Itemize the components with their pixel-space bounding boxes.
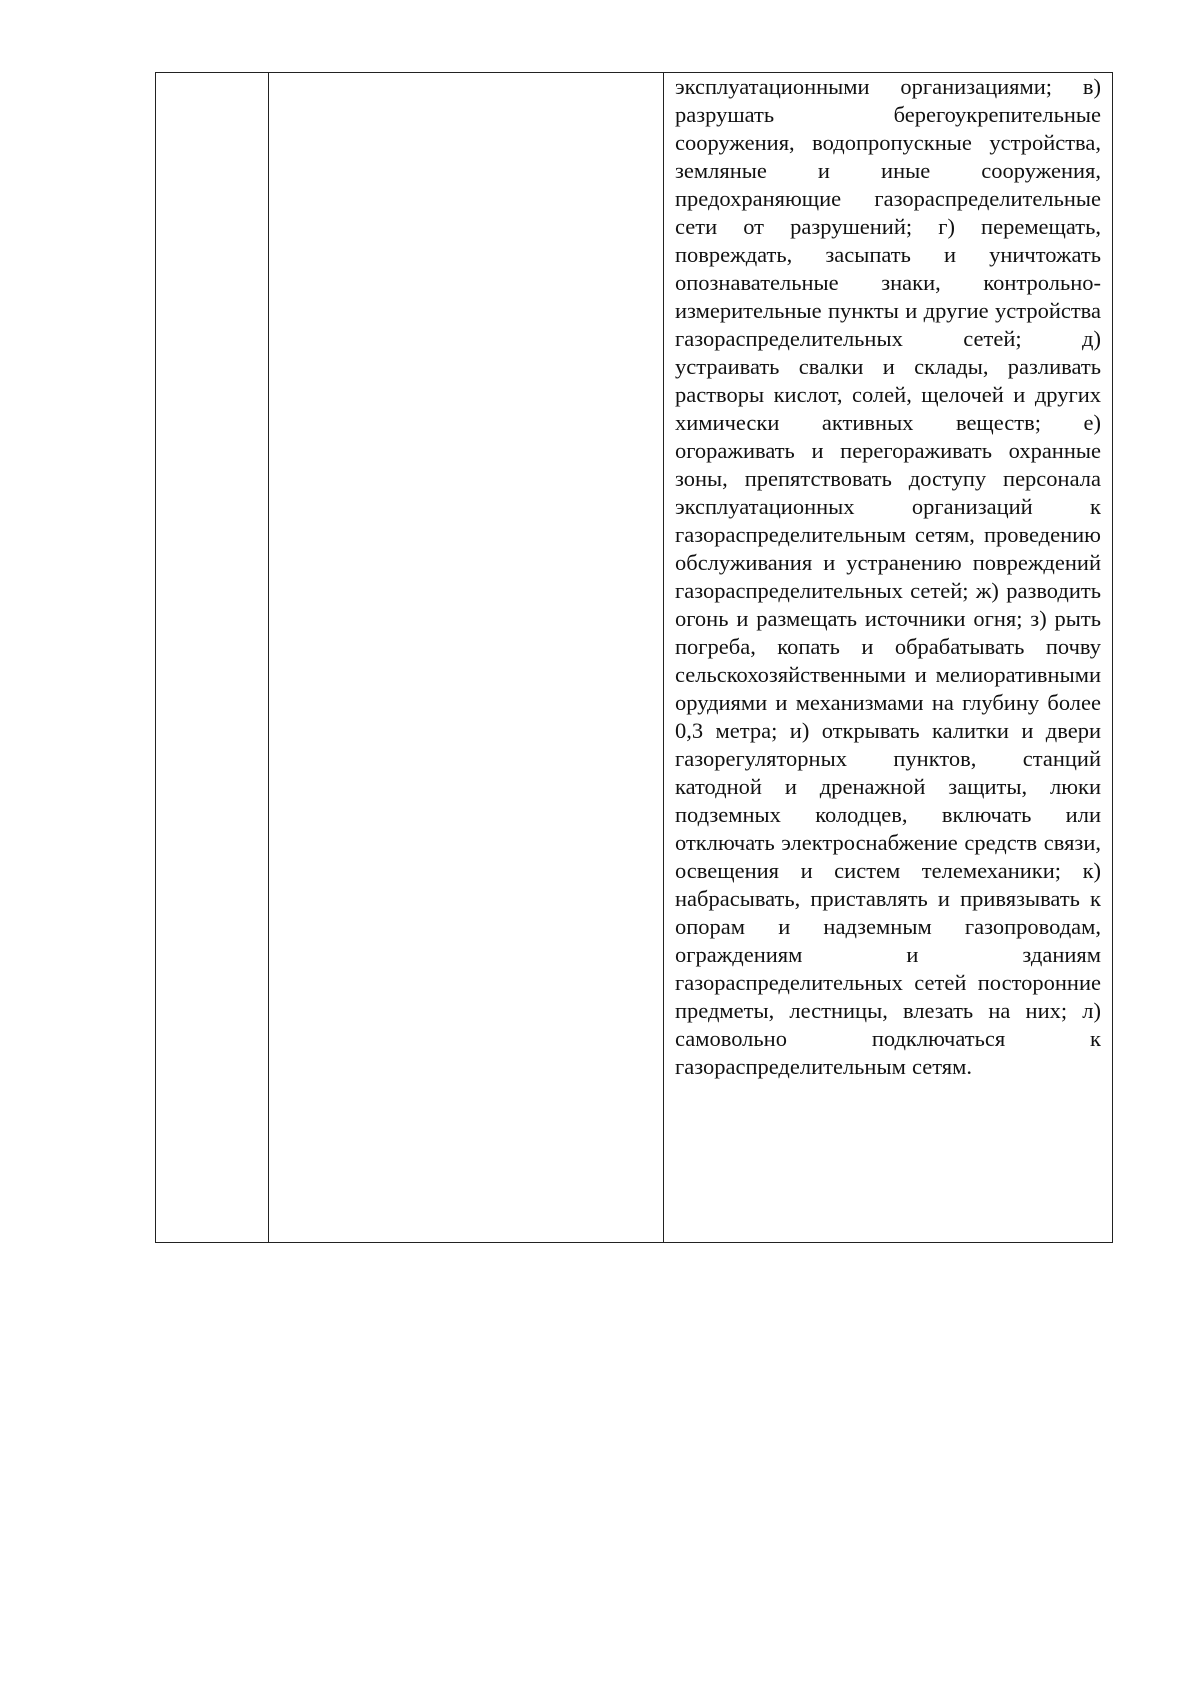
table-cell-number — [156, 73, 269, 1243]
table-cell-name — [269, 73, 664, 1243]
cell-text: эксплуатационными организациями; в) разрушать берегоукрепительные сооружения, водопропускные устройства, земляные и иные сооружения, предохраняющие газораспределительные сети от разрушений; г) перемещать, повреждать, засыпать и уничтожать опознавательные знаки, контрольно-измерительные пункты и другие устройства газораспределительных сетей; д) устраивать свалки и склады, разливать растворы кислот, солей, щелочей и других химически активных веществ; е) огораживать и перегораживать охранные зоны, препятствовать доступу персонала эксплуатационных организаций к газораспределительным сетям, проведению обслуживания и устранению повреждений газораспределительных сетей; ж) разводить огонь и размещать источники огня; з) рыть погреба, копать и обрабатывать почву сельскохозяйственными и мелиоративными орудиями и механизмами на глубину более 0,3 метра; и) открывать калитки и двери газорегуляторных пунктов, станций катодной и дренажной защиты, люки подземных колодцев, включать или отключать электроснабжение средств связи, освещения и систем телемеханики; к) набрасывать, приставлять и привязывать к опорам и надземным газопроводам, ограждениям и зданиям газораспределительных сетей посторонние предметы, лестницы, влезать на них; л) самовольно подключаться к газораспределительным сетям. — [675, 74, 1101, 1079]
document-table — [155, 72, 1113, 1243]
table-row — [156, 73, 1113, 1243]
table-cell-requirements — [664, 73, 1113, 1243]
